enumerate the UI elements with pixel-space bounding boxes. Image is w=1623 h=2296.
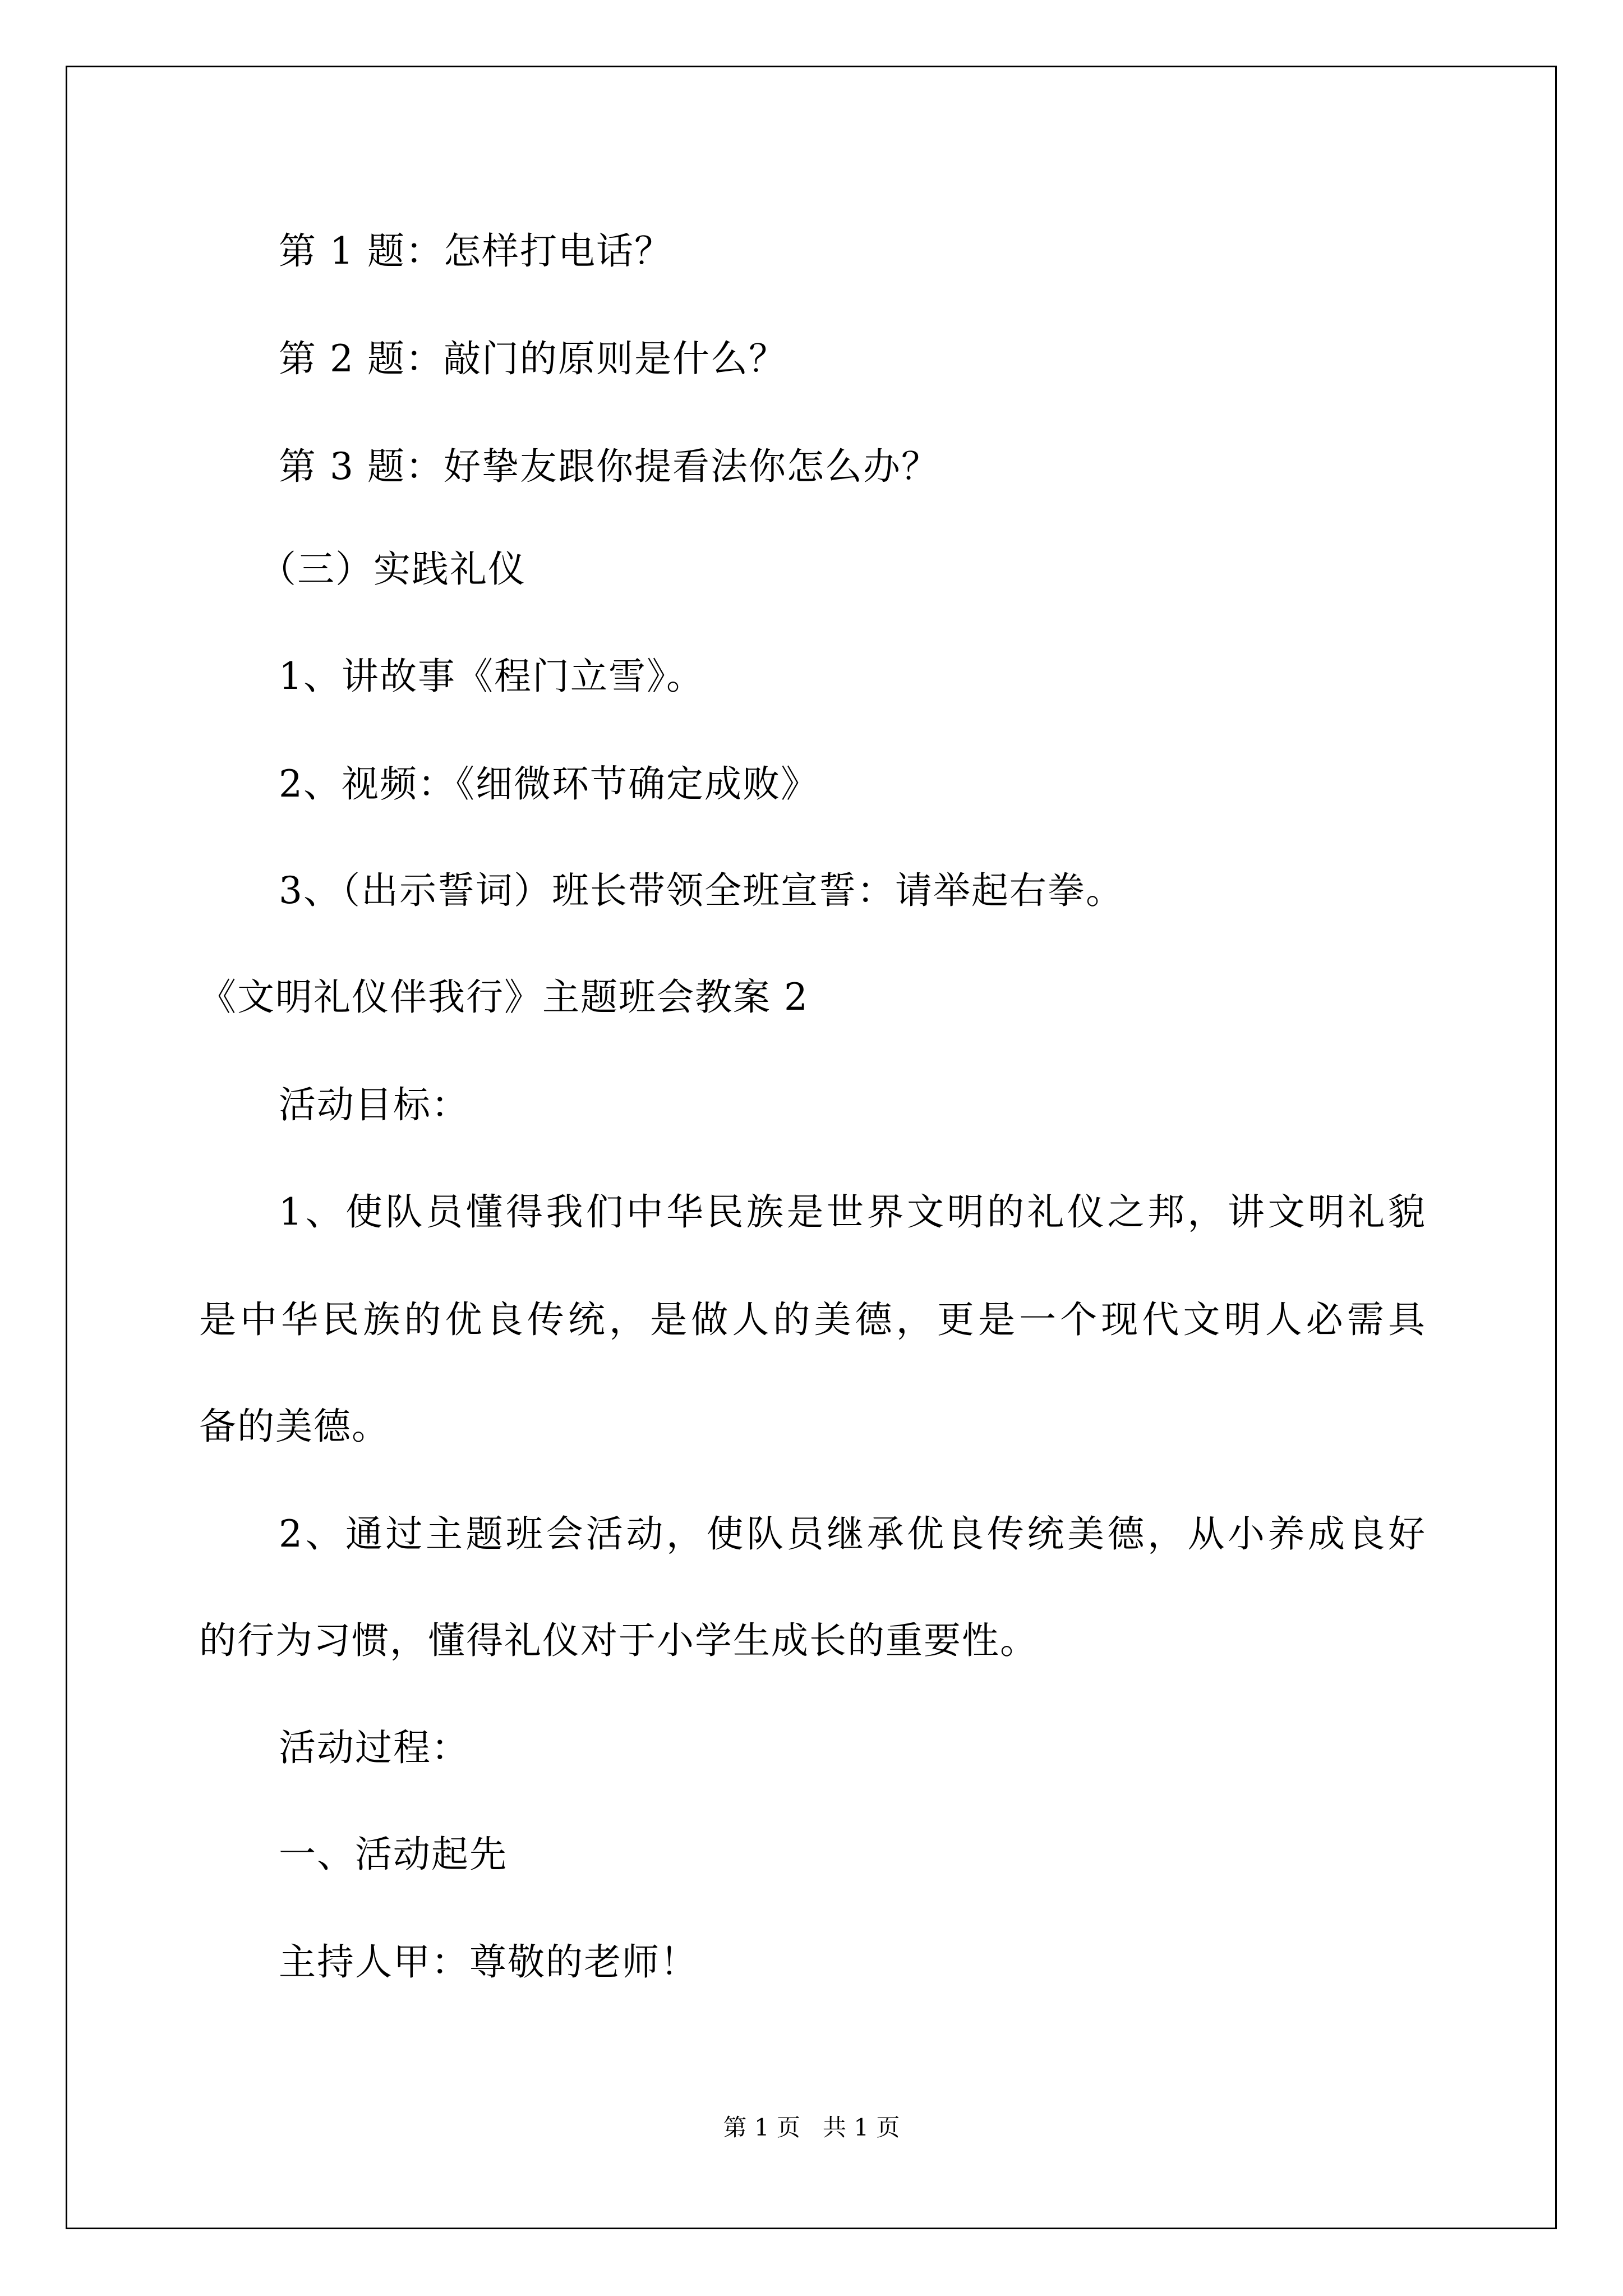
goal-1-line-2: 是中华民族的优良传统，是做人的美德，更是一个现代文明人必需具 bbox=[199, 1298, 1426, 1341]
question-2: 第 2 题：敲门的原则是什么？ bbox=[279, 337, 787, 380]
goal-2-line-2: 的行为习惯，懂得礼仪对于小学生成长的重要性。 bbox=[199, 1619, 1038, 1662]
activity-process-heading: 活动过程： bbox=[279, 1726, 469, 1769]
goal-1-line-3: 备的美德。 bbox=[199, 1405, 390, 1448]
goal-1-line-1: 1、使队员懂得我们中华民族是世界文明的礼仪之邦，讲文明礼貌 bbox=[279, 1190, 1426, 1234]
section-one-heading: 一、活动起先 bbox=[279, 1833, 508, 1876]
host-a-line: 主持人甲：尊敬的老师！ bbox=[279, 1940, 698, 1984]
section-heading-practice: （三）实践礼仪 bbox=[259, 547, 526, 591]
lesson-plan-title: 《文明礼仪伴我行》主题班会教案 2 bbox=[199, 976, 809, 1019]
list-item-video: 2、视频：《细微环节确定成败》 bbox=[279, 762, 819, 806]
list-item-oath: 3、（出示誓词）班长带领全班宣誓：请举起右拳。 bbox=[279, 869, 1124, 912]
activity-goals-heading: 活动目标： bbox=[279, 1083, 469, 1126]
page-border bbox=[66, 66, 1557, 2229]
question-1: 第 1 题：怎样打电话？ bbox=[279, 229, 672, 273]
question-3: 第 3 题：好挚友跟你提看法你怎么办？ bbox=[279, 445, 939, 488]
page-footer: 第 1 页 共 1 页 bbox=[723, 2114, 900, 2141]
goal-2-line-1: 2、通过主题班会活动，使队员继承优良传统美德，从小养成良好 bbox=[279, 1512, 1426, 1556]
list-item-story: 1、讲故事《程门立雪》。 bbox=[279, 655, 704, 698]
